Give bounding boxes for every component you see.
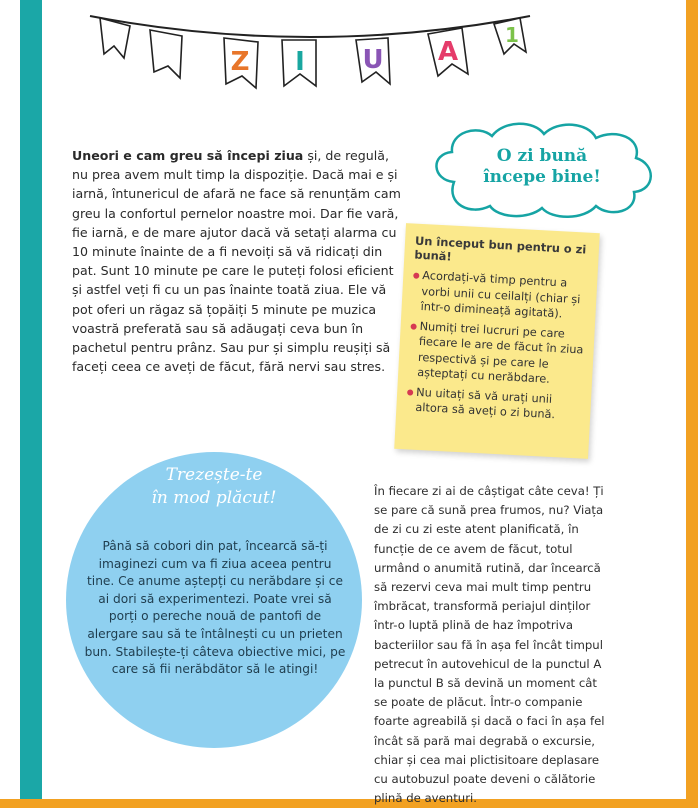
circle-heading: [96, 464, 332, 510]
note-title: Un început bun pentru o zi bună!: [414, 233, 587, 264]
intro-paragraph: [72, 146, 402, 376]
bunting-banner: [80, 0, 540, 100]
note-item-text: Nu uitați să vă urați unii altora să aveți o zi bună.: [415, 385, 556, 422]
right-paragraph: În fiecare zi ai de câștigat câte ceva! Ți se pare că sună prea frumos, nu? Viața de zi cu zi este atent planificată, în funcție de ce avem de făcut, totul urmând o anumită rutină, dar încearcă să rezervi ceva mai mult timp pentru îmbrăcat, transformă periajul dinților într-o luptă plină de haz împotriva bacteriilor sau fă în așa fel încât timpul petrecut în autovehicul de la punctul A la punctul B să devină un moment cât se poate de plăcut. Într-o companie foarte agreabilă și dacă o faci în așa fel încât să pară mai degrabă o excursie, chiar și cea mai plictisitoare deplasare cu autobuzul poate deveni o călătorie plină de aventuri.: [374, 484, 605, 806]
banner-letter: Z: [230, 47, 250, 77]
note-item: [406, 384, 581, 424]
intro-lead: Uneori e cam greu să începi ziua: [72, 148, 304, 163]
bullet-icon: [411, 323, 417, 329]
orange-page-edge: [686, 0, 698, 799]
circle-title-line-2: în mod plăcut!: [151, 488, 277, 508]
circle-title-line-1: Trezește-te: [165, 465, 263, 485]
banner-letter: U: [362, 45, 384, 75]
cloud-line-2: începe bine!: [483, 167, 601, 187]
circle-body-text: Până să cobori din pat, încearcă să-ți imaginezi cum va fi ziua aceea pentru tine. Ce anume aștepți cu nerăbdare și ce ai dori să experimentezi. Poate vrei să porți o pereche nouă de pantofi de alergare sau să te întâlnești cu un prieten bun. Stabilește-ți câteva obiective mici, pe care să fii nerăbdător să le atingi!: [84, 539, 346, 677]
bullet-icon: [407, 389, 413, 395]
cloud-heading: [444, 146, 640, 188]
note-item: [411, 268, 587, 324]
intro-body: și, de regulă, nu prea avem mult timp la dispoziție. Dacă mai e și iarnă, întunericul de afară ne face să renunțăm cam greu la confortul pernelor noastre moi. Dar fie vară, fie iarnă, e de mare ajutor dacă vă setați alarma cu 10 minute înainte de a fi nevoiți să vă ridicați din pat. Sunt 10 minute pe care le puteți folosi eficient și astfel veți fi cu un pas înainte toată ziua. Ele vă pot oferi un răgaz să țopăiți 5 minute pe muzica voastră preferată sau să adăugați ceva bun în pachetul pentru prânz. Sau pur și simplu reușiți să faceți ceea ce aveți de făcut, fără nervi sau stres.: [72, 148, 401, 375]
banner-flag: [100, 18, 130, 58]
banner-letter: A: [437, 37, 459, 67]
teal-margin-band: [20, 0, 42, 799]
cloud-line-1: O zi bună: [496, 146, 588, 166]
banner-letter: I: [295, 47, 305, 77]
banner-flag: [150, 30, 182, 78]
note-item-text: Acordați-vă timp pentru a vorbi unii cu ceilalți (chiar și într-o dimineață agitată).: [420, 269, 581, 321]
sticky-note: [394, 223, 600, 459]
banner-letter: 1: [505, 23, 519, 47]
bullet-icon: [413, 273, 419, 279]
note-item: [408, 318, 585, 389]
note-item-text: Numiți trei lucruri pe care fiecare le are de făcut în ziua respectivă și pe care le așteptați cu nerăbdare.: [416, 319, 584, 386]
